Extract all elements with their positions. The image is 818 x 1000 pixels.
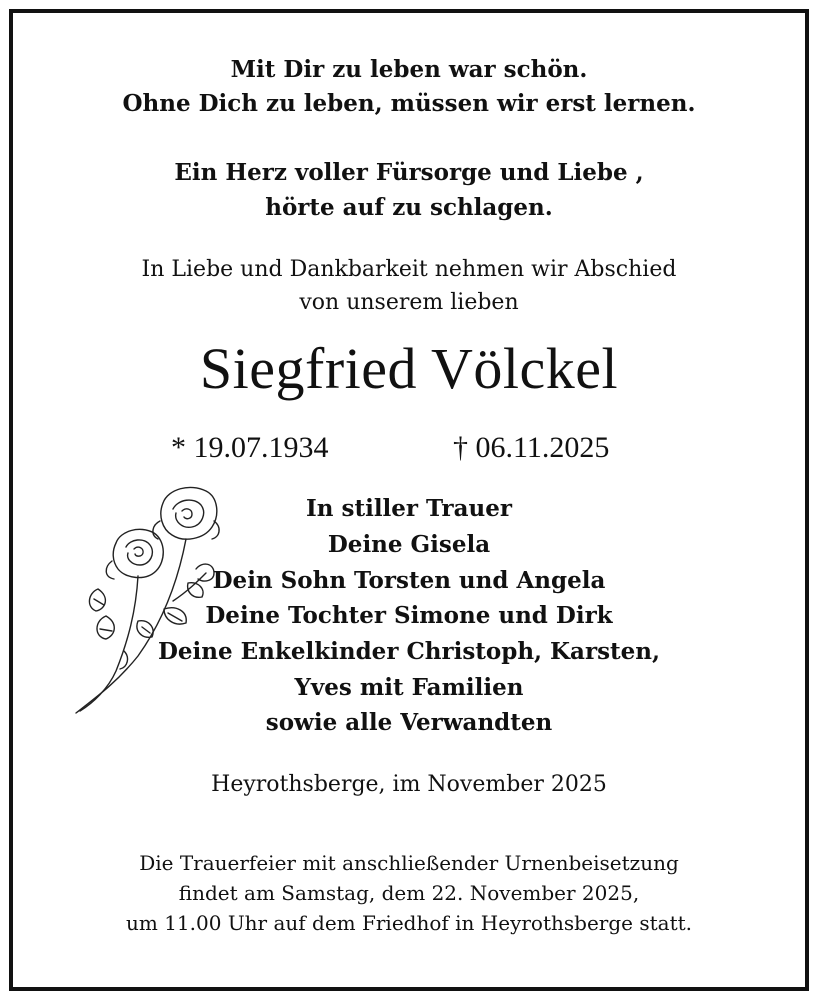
death-date: † 06.11.2025 (453, 431, 610, 464)
motto-line-1: Mit Dir zu leben war schön. (230, 56, 588, 83)
mourner-line-7: sowie alle Verwandten (265, 709, 553, 736)
verse-line-2: hörte auf zu schlagen. (265, 194, 553, 221)
intro-line-1: In Liebe und Dankbarkeit nehmen wir Abschied (141, 257, 677, 282)
verse-line-1: Ein Herz voller Fürsorge und Liebe , (174, 159, 644, 186)
mourner-line-3: Dein Sohn Torsten und Angela (212, 567, 606, 594)
deceased-name: Siegfried Völckel (199, 336, 619, 401)
service-line-2: findet am Samstag, dem 22. November 2025, (178, 881, 640, 905)
service-line-3: um 11.00 Uhr auf dem Friedhof in Heyrothsberge statt. (126, 911, 692, 935)
service-line-1: Die Trauerfeier mit anschließender Urnenbeisetzung (139, 851, 679, 875)
intro-line-2: von unserem lieben (299, 290, 519, 315)
mourner-line-2: Deine Gisela (327, 531, 491, 558)
birth-date: * 19.07.1934 (171, 431, 329, 464)
motto-line-2: Ohne Dich zu leben, müssen wir erst lernen. (122, 90, 696, 117)
obituary-card (9, 9, 809, 991)
mourner-line-4: Deine Tochter Simone und Dirk (205, 602, 613, 629)
mourner-line-5: Deine Enkelkinder Christoph, Karsten, (157, 638, 661, 665)
place-date: Heyrothsberge, im November 2025 (211, 772, 607, 797)
mourner-line-6: Yves mit Familien (294, 674, 524, 701)
mourner-line-1: In stiller Trauer (306, 495, 512, 522)
